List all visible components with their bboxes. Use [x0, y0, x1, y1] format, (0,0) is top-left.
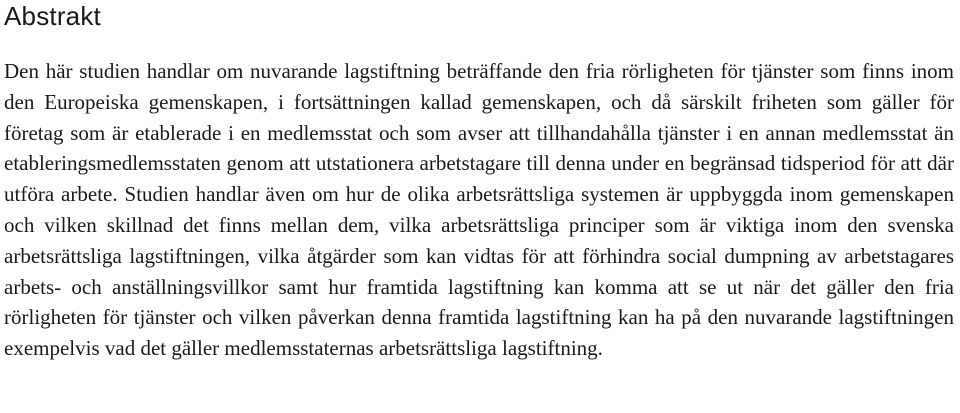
abstract-heading: Abstrakt [4, 1, 101, 31]
abstract-paragraph: Den här studien handlar om nuvarande lagstiftning beträffande den fria rörligheten för tjänster som finns inom den Europeiska gemenskapen, i fortsättningen kallad gemenskapen, och då särskilt friheten som gäller för företag som är etablerade i en medlemsstat och som avser att tillhandahålla tjänster i en annan medlemsstat än etableringsmedlemsstaten genom att utstationera arbetstagare till denna under en begränsad tidsperiod för att där utföra arbete. Studien handlar även om hur de olika arbetsrättsliga systemen är uppbyggda inom gemenskapen och vilken skillnad det finns mellan dem, vilka arbetsrättsliga principer som är viktiga inom den svenska arbetsrättsliga lagstiftningen, vilka åtgärder som kan vidtas för att förhindra social dumpning av arbetstagares arbets- och anställningsvillkor samt hur framtida lagstiftning kan komma att se ut när det gäller den fria rörligheten för tjänster och vilken påverkan denna framtida lagstiftning kan ha på den nuvarande lagstiftningen exempelvis vad det gäller medlemsstaternas arbetsrättsliga lagstiftning. [4, 59, 954, 361]
